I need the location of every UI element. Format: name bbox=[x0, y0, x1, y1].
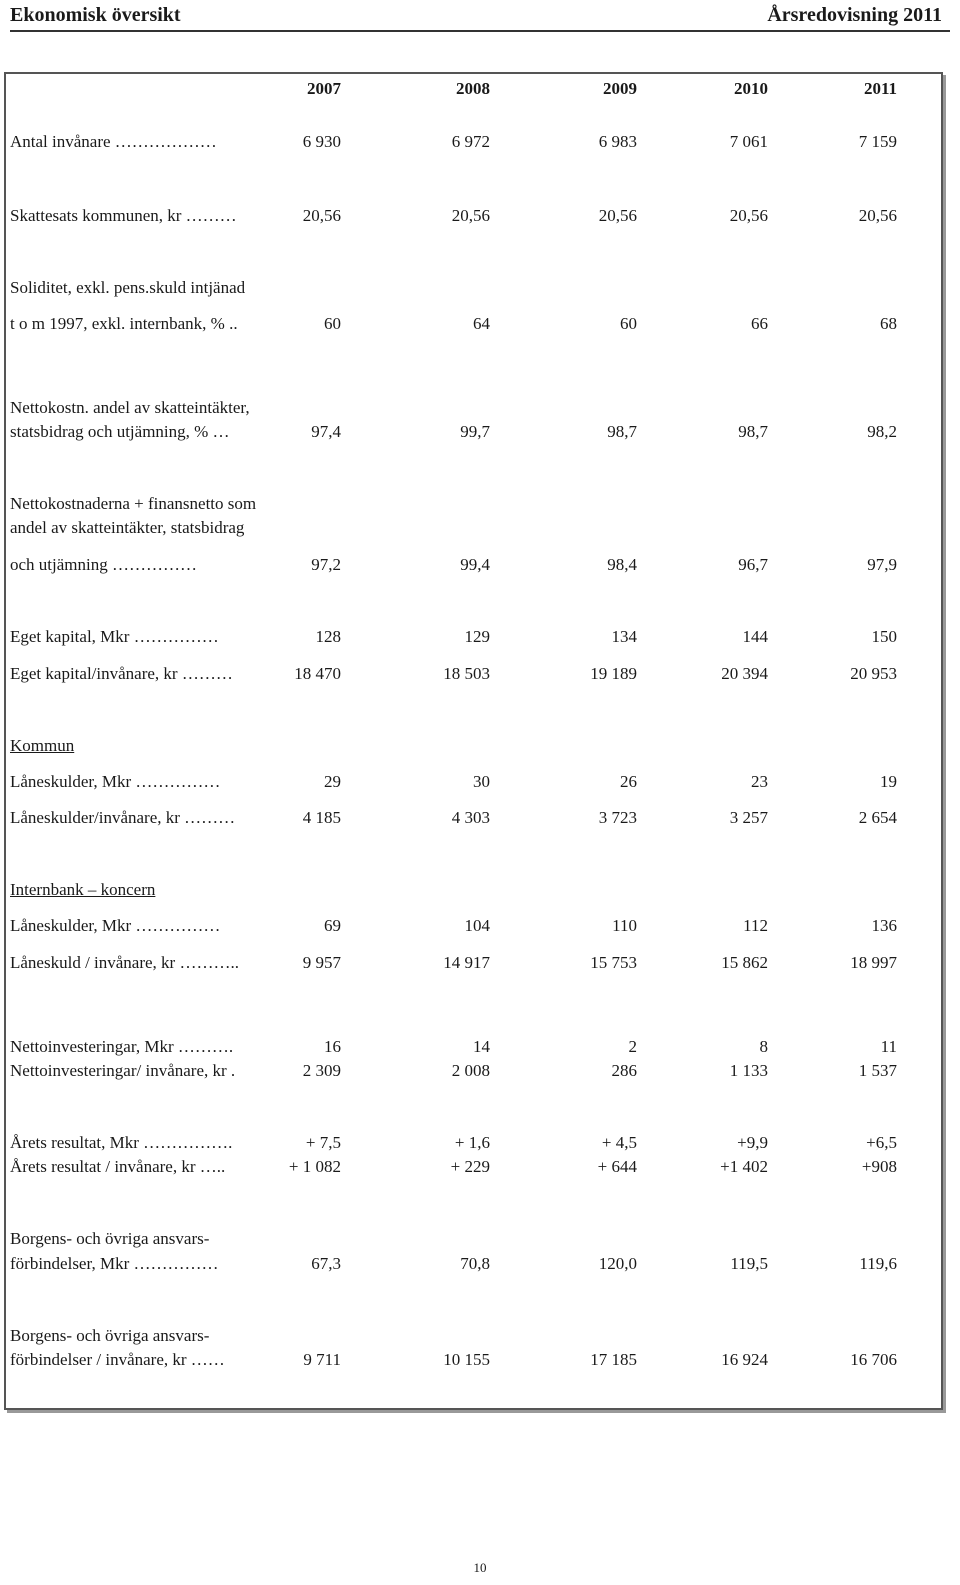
table-cell: 14 917 bbox=[443, 953, 490, 972]
row-label: Nettokostnaderna + finansnetto som bbox=[10, 494, 257, 513]
table-cell: 144 bbox=[742, 627, 768, 646]
table-cell: 4 303 bbox=[451, 808, 490, 827]
table-cell: 150 bbox=[871, 627, 897, 646]
table-cell: + 644 bbox=[597, 1157, 637, 1176]
table-cell: 20 394 bbox=[721, 664, 768, 683]
table-cell: 134 bbox=[611, 627, 637, 646]
table-cell: 20,56 bbox=[302, 206, 341, 225]
table-cell: 17 185 bbox=[590, 1350, 637, 1369]
table-cell: 20,56 bbox=[598, 206, 637, 225]
table-cell: +9,9 bbox=[737, 1133, 768, 1152]
table-cell: 23 bbox=[751, 772, 768, 791]
page-number: 10 bbox=[473, 1560, 487, 1575]
table-cell: 98,4 bbox=[607, 555, 637, 574]
table-cell: 2 654 bbox=[858, 808, 897, 827]
table-cell: 2 008 bbox=[451, 1061, 490, 1080]
year-header-0: 2007 bbox=[307, 79, 341, 98]
report-title: Årsredovisning 2011 bbox=[767, 4, 942, 26]
table-cell: + 7,5 bbox=[305, 1133, 341, 1152]
row-label: Borgens- och övriga ansvars- bbox=[10, 1229, 210, 1248]
table-cell: 6 983 bbox=[598, 132, 637, 151]
table-cell: 18 997 bbox=[850, 953, 897, 972]
row-label: t o m 1997, exkl. internbank, % .. bbox=[10, 314, 238, 333]
table-cell: 26 bbox=[620, 772, 637, 791]
table-cell: 20,56 bbox=[451, 206, 490, 225]
table-cell: 110 bbox=[612, 916, 637, 935]
table-cell: 70,8 bbox=[460, 1254, 490, 1273]
table-cell: 18 503 bbox=[443, 664, 490, 683]
table-cell: 2 bbox=[628, 1037, 637, 1056]
year-header-3: 2010 bbox=[734, 79, 768, 98]
table-cell: 67,3 bbox=[311, 1254, 341, 1273]
table-cell: 119,6 bbox=[859, 1254, 897, 1273]
table-cell: + 4,5 bbox=[601, 1133, 637, 1152]
row-label: Borgens- och övriga ansvars- bbox=[10, 1326, 210, 1345]
table-cell: 6 972 bbox=[451, 132, 490, 151]
table-cell: 19 189 bbox=[590, 664, 637, 683]
table-cell: 11 bbox=[880, 1037, 897, 1056]
table-cell: +908 bbox=[861, 1157, 897, 1176]
row-label: Låneskulder/invånare, kr ……… bbox=[10, 808, 236, 827]
table-cell: 119,5 bbox=[730, 1254, 768, 1273]
table-cell: 286 bbox=[611, 1061, 637, 1080]
table-cell: 1 537 bbox=[858, 1061, 897, 1080]
table-cell: 15 753 bbox=[590, 953, 637, 972]
row-label: Eget kapital, Mkr …………… bbox=[10, 627, 219, 646]
table-cell: 10 155 bbox=[443, 1350, 490, 1369]
table-cell: 98,7 bbox=[607, 422, 637, 441]
table-cell: 60 bbox=[620, 314, 637, 333]
section-heading: Kommun bbox=[10, 736, 75, 755]
page-header bbox=[10, 4, 950, 32]
row-label: och utjämning …………… bbox=[10, 555, 197, 574]
table-cell: 104 bbox=[464, 916, 490, 935]
row-label: andel av skatteintäkter, statsbidrag bbox=[10, 518, 245, 537]
table-cell: 29 bbox=[324, 772, 341, 791]
table-cell: 97,9 bbox=[867, 555, 897, 574]
table-cell: 2 309 bbox=[302, 1061, 341, 1080]
table-cell: 3 723 bbox=[598, 808, 637, 827]
table-cell: 98,2 bbox=[867, 422, 897, 441]
table-cell: 68 bbox=[880, 314, 897, 333]
row-label: Nettoinvesteringar/ invånare, kr . bbox=[10, 1061, 236, 1080]
table-cell: 20,56 bbox=[729, 206, 768, 225]
row-label: Soliditet, exkl. pens.skuld intjänad bbox=[10, 278, 246, 297]
table-cell: 7 061 bbox=[729, 132, 768, 151]
table-cell: 8 bbox=[759, 1037, 768, 1056]
table-cell: 16 706 bbox=[850, 1350, 897, 1369]
table-cell: 4 185 bbox=[302, 808, 341, 827]
table-cell: 20,56 bbox=[858, 206, 897, 225]
table-cell: 69 bbox=[324, 916, 341, 935]
table-cell: 120,0 bbox=[598, 1254, 637, 1273]
table-cell: +6,5 bbox=[866, 1133, 897, 1152]
table-cell: 64 bbox=[473, 314, 490, 333]
table-cell: +1 402 bbox=[720, 1157, 768, 1176]
row-label: Antal invånare ……………… bbox=[10, 132, 217, 151]
section-heading: Internbank – koncern bbox=[10, 880, 156, 899]
row-label: Nettokostn. andel av skatteintäkter, bbox=[10, 398, 250, 417]
row-label: Nettoinvesteringar, Mkr ………. bbox=[10, 1037, 234, 1056]
table-cell: 15 862 bbox=[721, 953, 768, 972]
row-label: förbindelser, Mkr …………… bbox=[10, 1254, 219, 1273]
table-cell: 16 bbox=[324, 1037, 341, 1056]
row-label: Eget kapital/invånare, kr ……… bbox=[10, 664, 233, 683]
row-label: förbindelser / invånare, kr …… bbox=[10, 1350, 225, 1369]
table-cell: 112 bbox=[743, 916, 768, 935]
table-frame bbox=[4, 72, 943, 1410]
table-cell: 60 bbox=[324, 314, 341, 333]
year-header-4: 2011 bbox=[863, 79, 897, 98]
table-cell: + 1,6 bbox=[454, 1133, 490, 1152]
table-cell: 66 bbox=[751, 314, 768, 333]
table-cell: 18 470 bbox=[294, 664, 341, 683]
table-cell: + 229 bbox=[450, 1157, 490, 1176]
table-cell: 9 957 bbox=[302, 953, 341, 972]
table-cell: 1 133 bbox=[729, 1061, 768, 1080]
section-title: Ekonomisk översikt bbox=[10, 4, 181, 26]
table-cell: 7 159 bbox=[858, 132, 897, 151]
table-cell: 6 930 bbox=[302, 132, 341, 151]
table-cell: 3 257 bbox=[729, 808, 768, 827]
table-cell: 96,7 bbox=[738, 555, 768, 574]
table-cell: 19 bbox=[880, 772, 897, 791]
table-cell: 99,4 bbox=[460, 555, 490, 574]
row-label: Låneskuld / invånare, kr ……….. bbox=[10, 953, 239, 972]
row-label: statsbidrag och utjämning, % … bbox=[10, 422, 230, 441]
table-cell: 14 bbox=[473, 1037, 490, 1056]
row-label: Låneskulder, Mkr …………… bbox=[10, 916, 221, 935]
row-label: Låneskulder, Mkr …………… bbox=[10, 772, 221, 791]
table-cell: 97,2 bbox=[311, 555, 341, 574]
row-label: Årets resultat, Mkr ……………. bbox=[10, 1133, 233, 1152]
table-cell: 16 924 bbox=[721, 1350, 768, 1369]
table-cell: 97,4 bbox=[311, 422, 341, 441]
table-cell: 129 bbox=[464, 627, 490, 646]
table-cell: 136 bbox=[871, 916, 897, 935]
table-cell: 99,7 bbox=[460, 422, 490, 441]
row-label: Årets resultat / invånare, kr ….. bbox=[10, 1157, 226, 1176]
table-cell: 128 bbox=[315, 627, 341, 646]
year-header-2: 2009 bbox=[603, 79, 637, 98]
table-cell: 9 711 bbox=[303, 1350, 341, 1369]
table-cell: 30 bbox=[473, 772, 490, 791]
year-header-1: 2008 bbox=[456, 79, 490, 98]
table-cell: 98,7 bbox=[738, 422, 768, 441]
row-label: Skattesats kommunen, kr ……… bbox=[10, 206, 237, 225]
table-cell: + 1 082 bbox=[288, 1157, 341, 1176]
table-cell: 20 953 bbox=[850, 664, 897, 683]
